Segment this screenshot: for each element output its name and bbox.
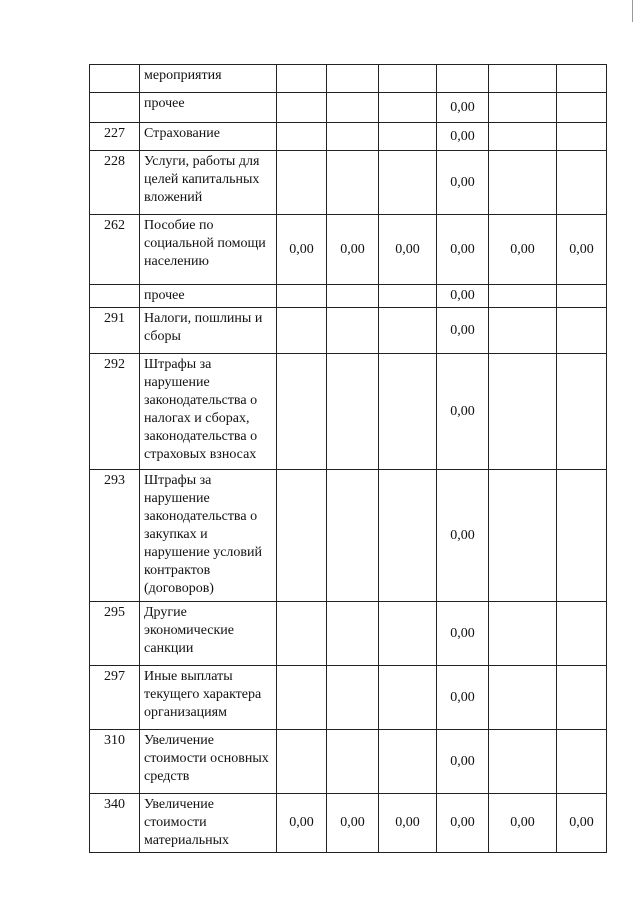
row-name-cell: Иные выплаты текущего характера организациям — [140, 666, 277, 730]
value-cell — [327, 285, 379, 308]
row-name-cell: Услуги, работы для целей капитальных вложений — [140, 151, 277, 215]
table-row — [90, 794, 607, 853]
value-cell — [379, 730, 437, 794]
value-cell — [277, 666, 327, 730]
table-row — [90, 308, 607, 354]
table-row — [90, 93, 607, 123]
value-cell — [557, 470, 607, 602]
value-cell — [379, 151, 437, 215]
table-row — [90, 151, 607, 215]
value-cell: 0,00 — [437, 151, 489, 215]
row-code-cell: 297 — [90, 666, 140, 730]
value-cell: 0,00 — [437, 470, 489, 602]
value-cell — [327, 470, 379, 602]
value-cell — [557, 666, 607, 730]
value-cell — [327, 666, 379, 730]
value-cell — [277, 470, 327, 602]
value-cell — [557, 285, 607, 308]
value-cell: 0,00 — [437, 308, 489, 354]
value-cell: 0,00 — [437, 730, 489, 794]
value-cell: 0,00 — [437, 215, 489, 285]
value-cell — [557, 123, 607, 151]
value-cell — [489, 666, 557, 730]
value-cell: 0,00 — [437, 354, 489, 470]
row-code-cell: 340 — [90, 794, 140, 853]
page-edge-mark — [632, 0, 633, 22]
value-cell: 0,00 — [277, 215, 327, 285]
value-cell — [557, 602, 607, 666]
value-cell — [277, 354, 327, 470]
row-name-cell: Налоги, пошлины и сборы — [140, 308, 277, 354]
row-name-cell: Страхование — [140, 123, 277, 151]
value-cell: 0,00 — [437, 123, 489, 151]
table-row — [90, 354, 607, 470]
row-name-cell: Штрафы за нарушение законодательства о закупках и нарушение условий контрактов (договоров) — [140, 470, 277, 602]
value-cell — [277, 602, 327, 666]
value-cell — [327, 602, 379, 666]
value-cell — [327, 151, 379, 215]
value-cell — [379, 65, 437, 93]
value-cell — [489, 151, 557, 215]
value-cell — [379, 666, 437, 730]
value-cell — [489, 354, 557, 470]
value-cell — [277, 730, 327, 794]
row-code-cell: 292 — [90, 354, 140, 470]
value-cell: 0,00 — [379, 794, 437, 853]
row-name-cell: Пособие по социальной помощи населению — [140, 215, 277, 285]
value-cell — [327, 93, 379, 123]
value-cell: 0,00 — [327, 215, 379, 285]
table-body — [90, 65, 607, 853]
value-cell — [489, 470, 557, 602]
table-row — [90, 470, 607, 602]
value-cell: 0,00 — [557, 794, 607, 853]
value-cell: 0,00 — [437, 666, 489, 730]
table-row — [90, 123, 607, 151]
value-cell: 0,00 — [437, 93, 489, 123]
value-cell: 0,00 — [327, 794, 379, 853]
value-cell: 0,00 — [437, 602, 489, 666]
value-cell — [557, 308, 607, 354]
value-cell — [557, 151, 607, 215]
row-code-cell: 227 — [90, 123, 140, 151]
value-cell — [489, 285, 557, 308]
row-code-cell: 310 — [90, 730, 140, 794]
row-code-cell: 262 — [90, 215, 140, 285]
table-row — [90, 215, 607, 285]
row-code-cell — [90, 65, 140, 93]
value-cell — [379, 93, 437, 123]
value-cell — [489, 602, 557, 666]
value-cell: 0,00 — [489, 794, 557, 853]
value-cell — [327, 308, 379, 354]
value-cell — [557, 65, 607, 93]
row-code-cell: 291 — [90, 308, 140, 354]
value-cell — [437, 65, 489, 93]
row-code-cell — [90, 93, 140, 123]
value-cell — [489, 123, 557, 151]
value-cell — [327, 65, 379, 93]
value-cell — [277, 65, 327, 93]
row-name-cell: Другие экономические санкции — [140, 602, 277, 666]
value-cell: 0,00 — [437, 285, 489, 308]
value-cell — [557, 93, 607, 123]
value-cell — [277, 285, 327, 308]
value-cell — [379, 123, 437, 151]
value-cell — [277, 308, 327, 354]
table-row — [90, 285, 607, 308]
row-name-cell: Увеличение стоимости материальных — [140, 794, 277, 853]
value-cell — [379, 308, 437, 354]
table-row — [90, 730, 607, 794]
row-code-cell: 293 — [90, 470, 140, 602]
table-row — [90, 602, 607, 666]
value-cell — [489, 93, 557, 123]
value-cell — [557, 730, 607, 794]
value-cell — [489, 65, 557, 93]
value-cell — [327, 123, 379, 151]
value-cell — [379, 602, 437, 666]
value-cell — [379, 354, 437, 470]
row-code-cell — [90, 285, 140, 308]
budget-table — [89, 64, 607, 853]
value-cell — [277, 151, 327, 215]
table-row — [90, 666, 607, 730]
row-code-cell: 228 — [90, 151, 140, 215]
value-cell: 0,00 — [277, 794, 327, 853]
value-cell — [379, 285, 437, 308]
value-cell — [489, 308, 557, 354]
row-name-cell: Увеличение стоимости основных средств — [140, 730, 277, 794]
value-cell — [277, 93, 327, 123]
value-cell — [327, 354, 379, 470]
value-cell: 0,00 — [437, 794, 489, 853]
value-cell — [489, 730, 557, 794]
row-name-cell: мероприятия — [140, 65, 277, 93]
value-cell: 0,00 — [379, 215, 437, 285]
value-cell — [379, 470, 437, 602]
value-cell — [557, 354, 607, 470]
row-name-cell: прочее — [140, 93, 277, 123]
row-code-cell: 295 — [90, 602, 140, 666]
value-cell: 0,00 — [557, 215, 607, 285]
value-cell: 0,00 — [489, 215, 557, 285]
value-cell — [327, 730, 379, 794]
table-row — [90, 65, 607, 93]
row-name-cell: прочее — [140, 285, 277, 308]
row-name-cell: Штрафы за нарушение законодательства о налогах и сборах, законодательства о страховых взносах — [140, 354, 277, 470]
value-cell — [277, 123, 327, 151]
